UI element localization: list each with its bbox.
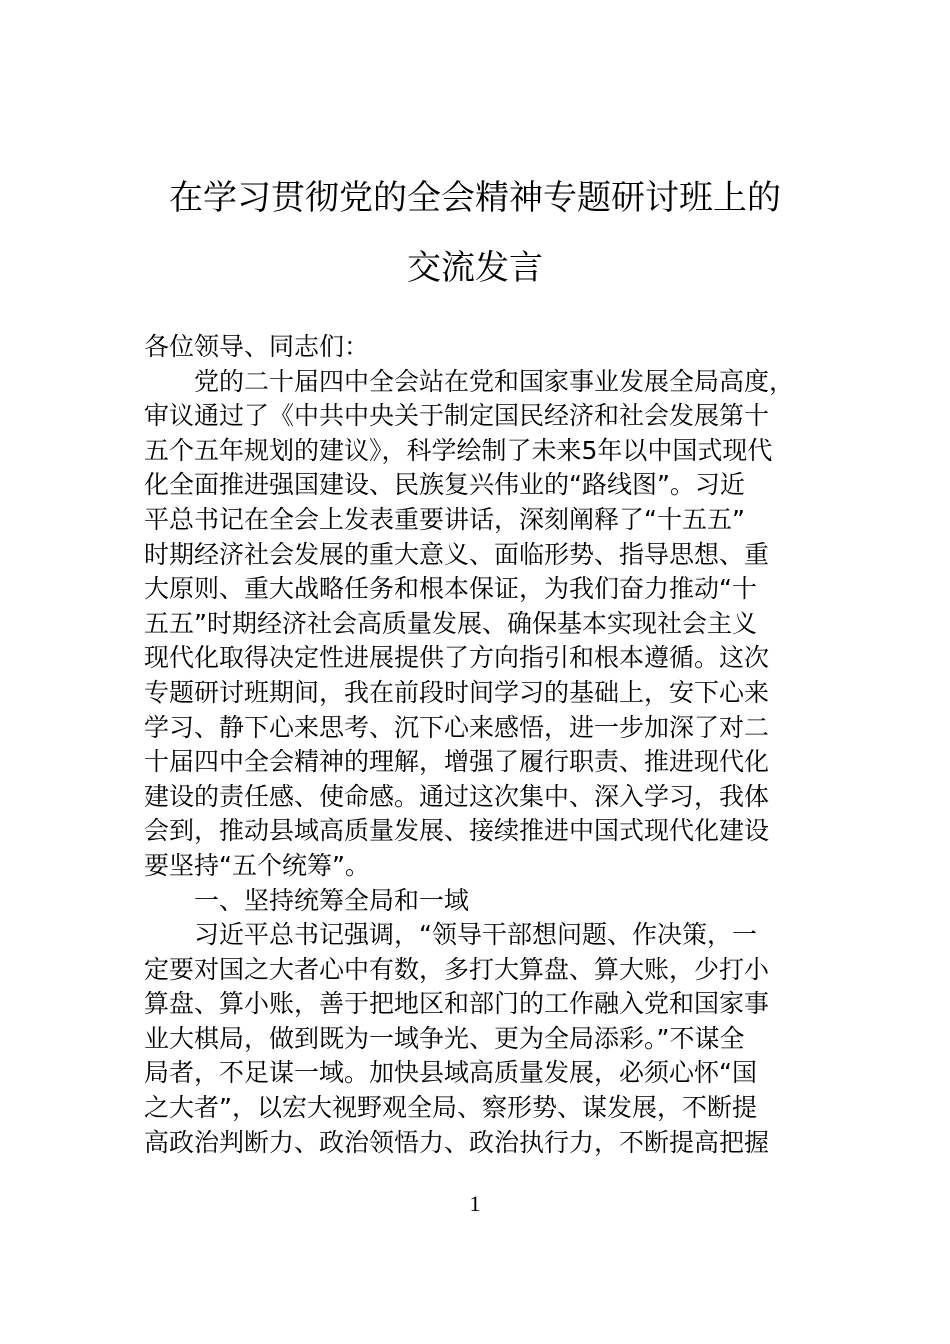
section-heading: 一、坚持统筹全局和一域 [194, 885, 470, 915]
paragraph-line: 大原则、重大战略任务和根本保证，为我们奋力推动“十 [144, 574, 757, 604]
paragraph-line: 现代化取得决定性进展提供了方向指引和根本遵循。这次 [144, 643, 770, 673]
paragraph-line: 五五”时期经济社会高质量发展、确保基本实现社会主义 [144, 608, 757, 638]
paragraph-line: 化全面推进强国建设、民族复兴伟业的“路线图”。习近 [144, 470, 745, 500]
paragraph-line: 习近平总书记强调，“领导干部想问题、作决策，一 [194, 920, 757, 950]
document-body [144, 330, 816, 1160]
paragraph-line: 审议通过了《中共中央关于制定国民经济和社会发展第十 [144, 401, 770, 431]
paragraph-line: 专题研讨班期间，我在前段时间学习的基础上，安下心来 [144, 677, 770, 707]
salutation: 各位领导、同志们： [144, 332, 370, 361]
page-number: 1 [469, 1191, 481, 1216]
paragraph-line: 之大者”，以宏大视野观全局、察形势、谋发展，不断提 [144, 1093, 757, 1123]
paragraph-line: 党的二十届四中全会站在党和国家事业发展全局高度， [194, 366, 795, 396]
paragraph-line: 要坚持“五个统筹”。 [144, 850, 370, 880]
document-title-line-1: 在学习贯彻党的全会精神专题研讨班上的 [169, 178, 781, 218]
paragraph-line: 局者，不足谋一域。加快县域高质量发展，必须心怀“国 [144, 1058, 757, 1088]
paragraph-line: 建设的责任感、使命感。通过这次集中、深入学习，我体 [144, 781, 770, 811]
paragraph-line: 十届四中全会精神的理解，增强了履行职责、推进现代化 [144, 747, 770, 777]
paragraph-line: 高政治判断力、政治领悟力、政治执行力，不断提高把握 [144, 1127, 770, 1157]
paragraph-line: 定要对国之大者心中有数，多打大算盘、算大账，少打小 [144, 954, 770, 984]
paragraph-line: 学习、静下心来思考、沉下心来感悟，进一步加深了对二 [144, 712, 770, 742]
paragraph-line: 五个五年规划的建议》，科学绘制了未来5年以中国式现代 [144, 435, 773, 465]
document-title-line-2: 交流发言 [407, 248, 543, 288]
paragraph-line: 算盘、算小账，善于把地区和部门的工作融入党和国家事 [144, 989, 770, 1019]
paragraph-line: 时期经济社会发展的重大意义、面临形势、指导思想、重 [144, 539, 770, 569]
paragraph-line: 会到，推动县域高质量发展、接续推进中国式现代化建设 [144, 816, 770, 846]
paragraph-line: 业大棋局，做到既为一域争光、更为全局添彩。”不谋全 [144, 1023, 745, 1053]
paragraph-line: 平总书记在全会上发表重要讲话，深刻阐释了“十五五” [144, 504, 745, 534]
